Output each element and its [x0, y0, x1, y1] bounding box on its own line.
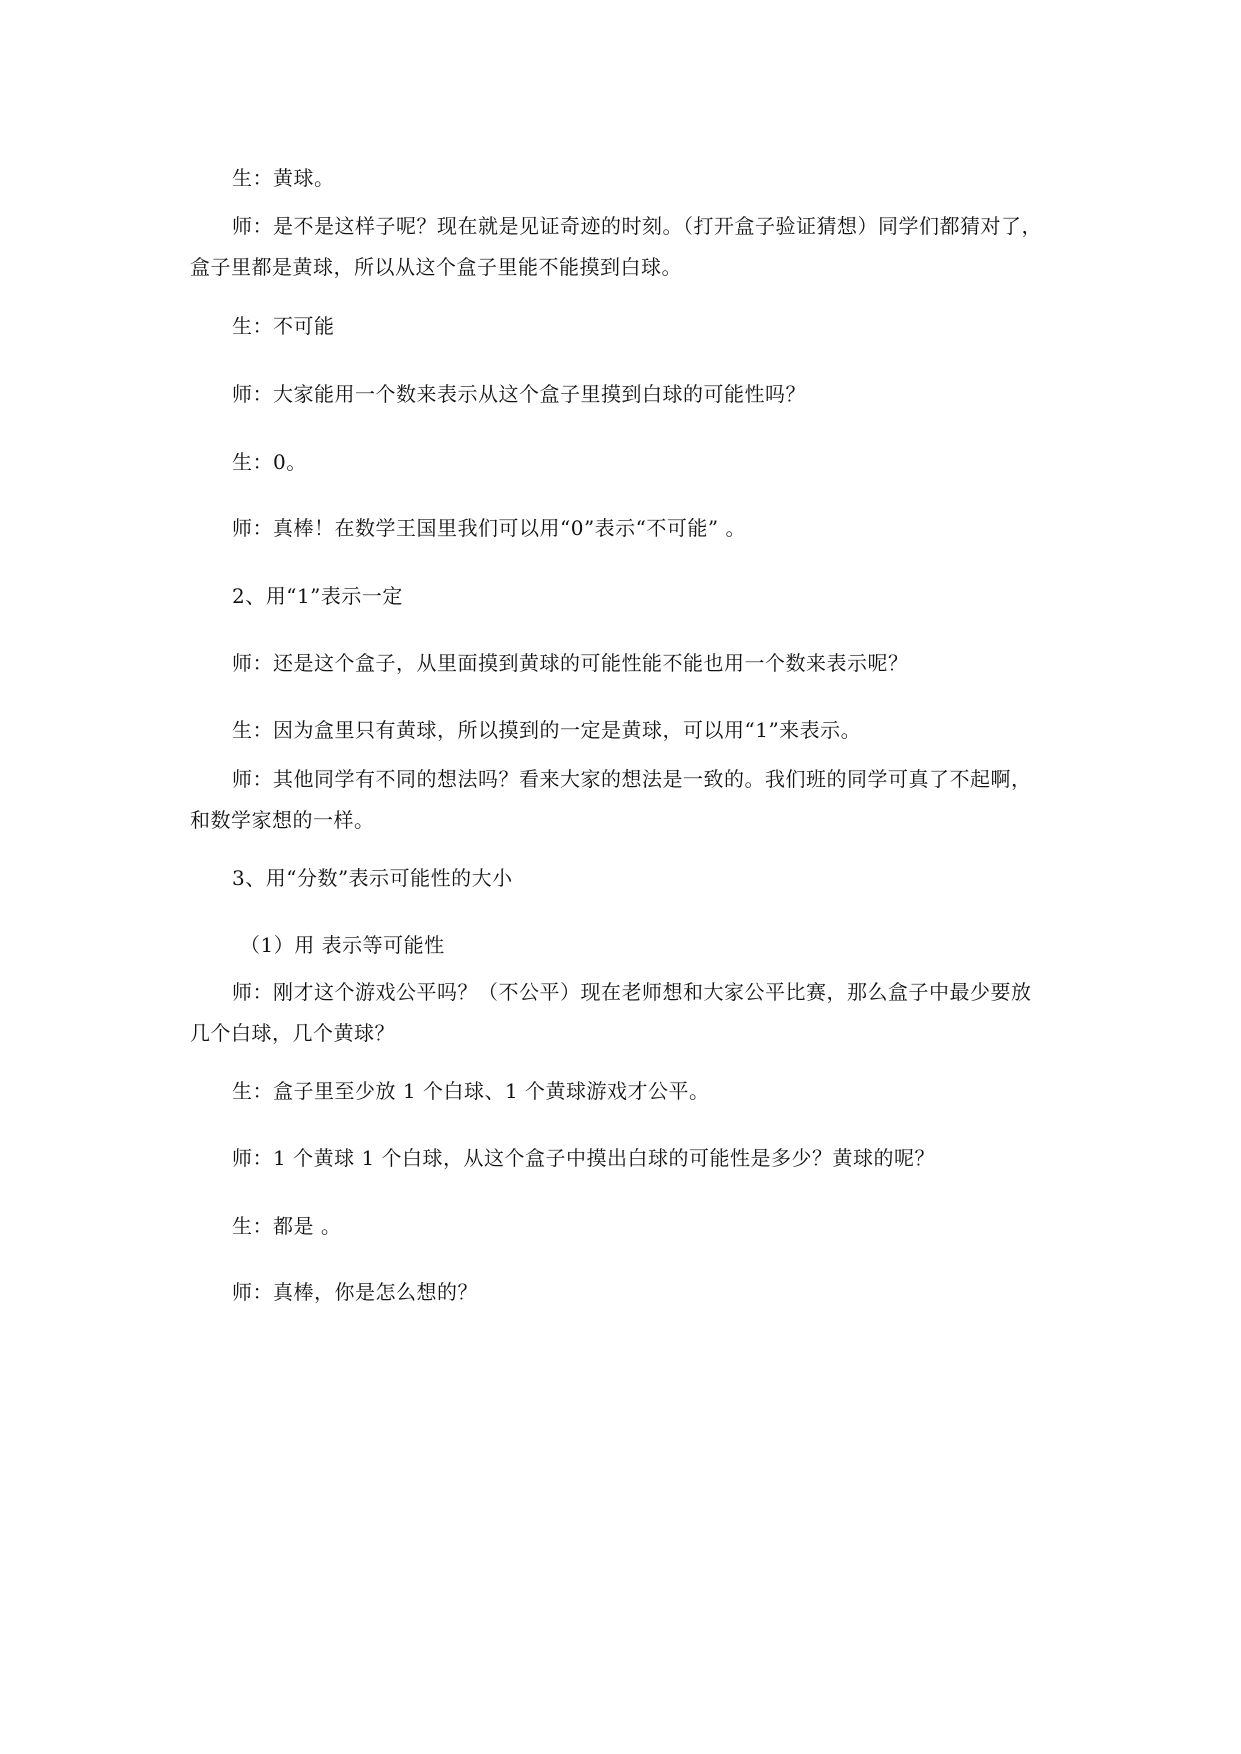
paragraph-student-2: 生：不可能: [232, 314, 335, 338]
paragraph-student-3: 生：0。: [232, 450, 307, 474]
paragraph-student-6: 生：都是 。: [232, 1214, 342, 1238]
section-heading-2: 2、用“1”表示一定: [232, 584, 403, 608]
paragraph-student-1: 生：黄球。: [232, 166, 335, 190]
paragraph-teacher-8: 师：真棒，你是怎么想的？: [232, 1280, 478, 1304]
paragraph-student-5: 生：盒子里至少放 1 个白球、1 个黄球游戏才公平。: [232, 1079, 710, 1103]
paragraph-teacher-3: 师：真棒！在数学王国里我们可以用“0”表示“不可能” 。: [232, 516, 746, 540]
paragraph-teacher-7: 师：1 个黄球 1 个白球，从这个盒子中摸出白球的可能性是多少？黄球的呢？: [232, 1146, 936, 1170]
section-heading-3: 3、用“分数”表示可能性的大小: [232, 866, 513, 890]
subsection-heading-1: （1）用 表示等可能性: [240, 933, 445, 957]
paragraph-teacher-2: 师：大家能用一个数来表示从这个盒子里摸到白球的可能性吗？: [232, 382, 806, 406]
paragraph-teacher-1: 师：是不是这样子呢？现在就是见证奇迹的时刻。（打开盒子验证猜想）同学们都猜对了，盒子里都是黄球，所以从这个盒子里能不能摸到白球。: [190, 214, 1042, 279]
paragraph-teacher-6: 师：刚才这个游戏公平吗？（不公平）现在老师想和大家公平比赛，那么盒子中最少要放几个白球，几个黄球？: [190, 980, 1032, 1045]
paragraph-teacher-4: 师：还是这个盒子，从里面摸到黄球的可能性能不能也用一个数来表示呢？: [232, 651, 909, 675]
paragraph-teacher-5: 师：其他同学有不同的想法吗？看来大家的想法是一致的。我们班的同学可真了不起啊，和数学家想的一样。: [190, 767, 1032, 832]
paragraph-student-4: 生：因为盒里只有黄球，所以摸到的一定是黄球，可以用“1”来表示。: [232, 718, 862, 742]
